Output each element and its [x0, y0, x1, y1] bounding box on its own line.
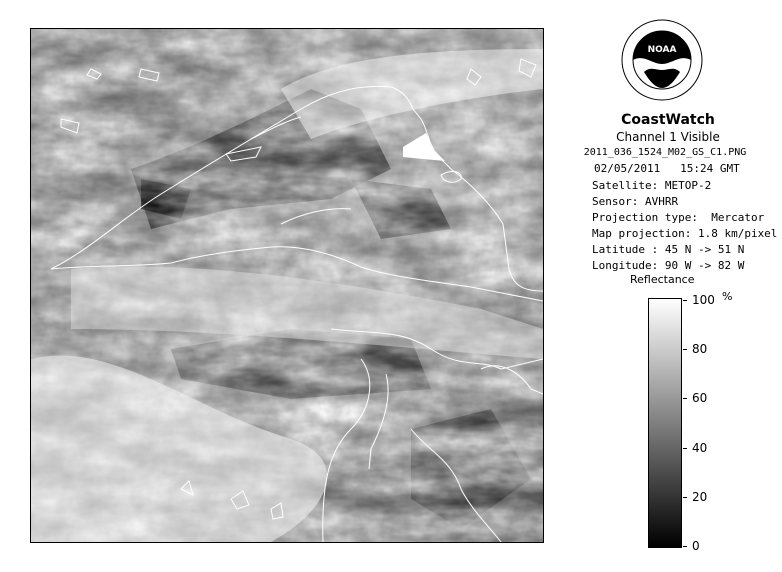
colorbar-unit: %	[722, 290, 733, 303]
noaa-logo-text: NOAA	[647, 45, 677, 55]
projection-type-label: Projection type: Mercator	[592, 211, 765, 224]
colorbar-tick	[683, 300, 687, 301]
file-name: 2011_036_1524_M02_GS_C1.PNG	[583, 147, 747, 158]
satellite-map	[30, 28, 544, 543]
colorbar-tick	[683, 398, 687, 399]
colorbar-tick-label: 0	[692, 539, 700, 553]
colorbar-title: Reflectance	[630, 273, 695, 286]
satellite-label: Satellite: METOP-2	[592, 179, 712, 192]
latitude-label: Latitude : 45 N -> 51 N	[592, 243, 745, 256]
product-title: CoastWatch	[621, 112, 715, 128]
date-time: 02/05/2011 15:24 GMT	[594, 162, 740, 175]
colorbar-tick	[683, 448, 687, 449]
map-projection-label: Map projection: 1.8 km/pixel	[592, 227, 778, 240]
sensor-label: Sensor: AVHRR	[592, 195, 679, 208]
longitude-label: Longitude: 90 W -> 82 W	[592, 259, 745, 272]
colorbar-tick	[683, 497, 687, 498]
colorbar-tick	[683, 349, 687, 350]
channel-subtitle: Channel 1 Visible	[616, 130, 720, 144]
colorbar-tick-label: 80	[692, 342, 708, 356]
colorbar-tick-label: 100	[692, 293, 715, 307]
satellite-image	[31, 29, 543, 542]
reflectance-colorbar	[648, 298, 682, 548]
noaa-logo	[620, 18, 704, 102]
colorbar-tick-label: 40	[692, 441, 708, 455]
colorbar-tick-label: 20	[692, 490, 708, 504]
colorbar-tick-label: 60	[692, 391, 708, 405]
colorbar-tick	[683, 546, 687, 547]
